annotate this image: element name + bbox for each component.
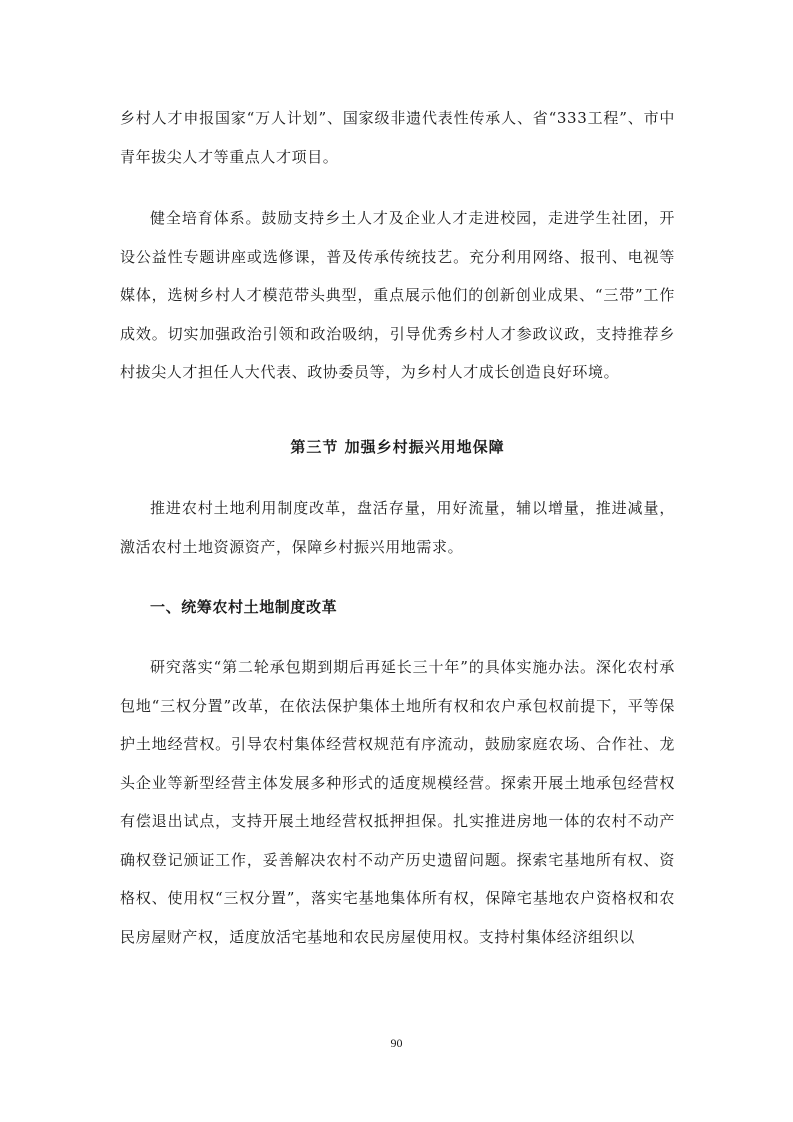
subsection-heading: 一、统筹农村土地制度改革: [150, 598, 338, 616]
section-heading: 第三节 加强乡村振兴用地保障: [290, 438, 505, 456]
paragraph-land-system-details: 研究落实“第二轮承包期到期后再延长三十年”的具体实施办法。深化农村承包地“三权分置”改革，在依法保护集体土地所有权和农户承包权前提下，平等保护土地经营权。引导农村集体经营权规范有序流动，鼓励家庭农场、合作社、龙头企业等新型经营主体发展多种形式的适度规模经营。探索开展土地承包经营权有偿退出试点，支持开展土地经营权抵押担保。扎实推进房地一体的农村不动产确权登记颁证工作，妥善解决农村不动产历史遗留问题。探索宅基地所有权、资格权、使用权“三权分置”，落实宅基地集体所有权，保障宅基地农户资格权和农民房屋财产权，适度放活宅基地和农民房屋使用权。支持村集体经济组织以: [120, 658, 675, 946]
paragraph-training-system: 健全培育体系。鼓励支持乡土人才及企业人才走进校园，走进学生社团，开设公益性专题讲座或选修课，普及传承传统技艺。充分利用网络、报刊、电视等媒体，选树乡村人才模范带头典型，重点展示他们的创新创业成果、“三带”工作成效。切实加强政治引领和政治吸纳，引导优秀乡村人才参政议政，支持推荐乡村拔尖人才担任人大代表、政协委员等，为乡村人才成长创造良好环境。: [120, 209, 675, 381]
page-number: 90: [390, 1036, 403, 1050]
paragraph-talent-projects: 乡村人才申报国家“万人计划”、国家级非遗代表性传承人、省“333工程”、市中青年拔尖人才等重点人才项目。: [120, 109, 675, 166]
paragraph-land-reform-intro: 推进农村土地利用制度改革，盘活存量，用好流量，辅以增量，推进减量，激活农村土地资源资产，保障乡村振兴用地需求。: [120, 499, 675, 556]
